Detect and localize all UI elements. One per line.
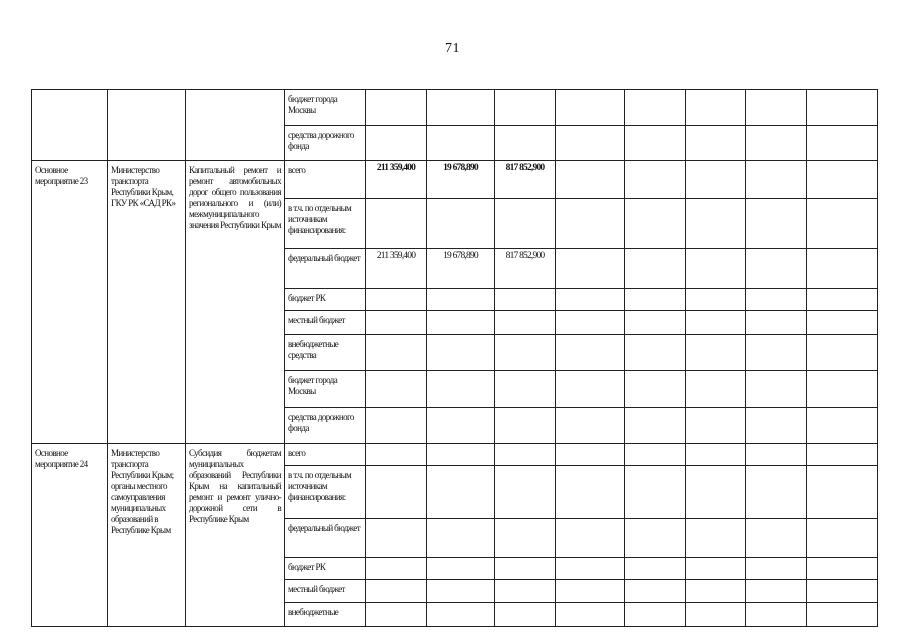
amount-cell bbox=[556, 335, 625, 371]
amount-cell bbox=[427, 466, 495, 519]
executor-cell: Министерство транспорта Республики Крым; органы местного самоуправления муниципальных образований в Республике Крым bbox=[108, 444, 186, 627]
amount-cell bbox=[495, 603, 556, 627]
amount-cell bbox=[556, 249, 625, 289]
amount-cell bbox=[807, 408, 878, 444]
amount-cell: 817 852,900 bbox=[495, 161, 556, 199]
amount-cell bbox=[427, 199, 495, 249]
funding-table bbox=[31, 89, 878, 627]
table-row bbox=[32, 90, 878, 126]
amount-cell bbox=[366, 311, 427, 335]
amount-cell bbox=[807, 289, 878, 311]
amount-cell bbox=[427, 580, 495, 603]
amount-cell bbox=[556, 558, 625, 580]
amount-cell bbox=[366, 90, 427, 126]
amount-cell bbox=[807, 558, 878, 580]
executor-cell bbox=[108, 90, 186, 161]
amount-cell bbox=[807, 90, 878, 126]
source-cell: бюджет города Москвы bbox=[285, 90, 366, 126]
amount-cell bbox=[807, 580, 878, 603]
amount-cell bbox=[366, 519, 427, 558]
amount-cell bbox=[427, 335, 495, 371]
amount-cell bbox=[686, 603, 746, 627]
amount-cell bbox=[625, 199, 686, 249]
amount-cell bbox=[746, 558, 807, 580]
amount-cell bbox=[807, 249, 878, 289]
amount-cell bbox=[556, 90, 625, 126]
source-cell: в т.ч. по отдельным источникам финансирования: bbox=[285, 199, 366, 249]
amount-cell bbox=[686, 90, 746, 126]
amount-cell bbox=[427, 603, 495, 627]
amount-cell bbox=[366, 408, 427, 444]
description-cell: Субсидия бюджетам муниципальных образований Республики Крым на капитальный ремонт и ремонт улично-дорожной сети в Республике Крым bbox=[186, 444, 285, 627]
description-cell: Капитальный ремонт и ремонт автомобильных дорог общего пользования регионального и (или) межмуниципального значения Республики Крым bbox=[186, 161, 285, 444]
amount-cell bbox=[366, 466, 427, 519]
amount-cell bbox=[686, 311, 746, 335]
table-row bbox=[32, 444, 878, 466]
source-cell: внебюджетные bbox=[285, 603, 366, 627]
source-cell: всего bbox=[285, 161, 366, 199]
amount-cell bbox=[495, 519, 556, 558]
amount-cell bbox=[625, 126, 686, 161]
amount-cell bbox=[625, 558, 686, 580]
amount-cell bbox=[556, 289, 625, 311]
amount-cell bbox=[556, 519, 625, 558]
amount-cell bbox=[625, 311, 686, 335]
amount-cell bbox=[746, 408, 807, 444]
source-cell: местный бюджет bbox=[285, 311, 366, 335]
amount-cell bbox=[625, 444, 686, 466]
amount-cell bbox=[625, 90, 686, 126]
amount-cell bbox=[746, 444, 807, 466]
amount-cell bbox=[807, 466, 878, 519]
amount-cell bbox=[807, 371, 878, 408]
amount-cell bbox=[746, 371, 807, 408]
amount-cell: 19 678,890 bbox=[427, 249, 495, 289]
source-cell: бюджет РК bbox=[285, 289, 366, 311]
amount-cell bbox=[746, 466, 807, 519]
amount-cell bbox=[746, 289, 807, 311]
amount-cell bbox=[495, 580, 556, 603]
source-cell: в т.ч. по отдельным источникам финансирования: bbox=[285, 466, 366, 519]
amount-cell bbox=[427, 408, 495, 444]
amount-cell bbox=[625, 603, 686, 627]
amount-cell bbox=[427, 311, 495, 335]
amount-cell bbox=[807, 161, 878, 199]
amount-cell bbox=[686, 466, 746, 519]
amount-cell bbox=[366, 603, 427, 627]
amount-cell bbox=[366, 199, 427, 249]
amount-cell bbox=[495, 466, 556, 519]
amount-cell bbox=[686, 408, 746, 444]
amount-cell bbox=[495, 444, 556, 466]
amount-cell bbox=[366, 335, 427, 371]
amount-cell bbox=[556, 371, 625, 408]
amount-cell bbox=[556, 199, 625, 249]
amount-cell bbox=[427, 126, 495, 161]
amount-cell bbox=[556, 408, 625, 444]
amount-cell bbox=[366, 558, 427, 580]
amount-cell bbox=[746, 335, 807, 371]
table-row bbox=[32, 161, 878, 199]
source-cell: бюджет РК bbox=[285, 558, 366, 580]
amount-cell bbox=[366, 371, 427, 408]
amount-cell bbox=[625, 580, 686, 603]
amount-cell bbox=[746, 90, 807, 126]
amount-cell bbox=[625, 335, 686, 371]
source-cell: федеральный бюджет bbox=[285, 249, 366, 289]
amount-cell bbox=[625, 408, 686, 444]
amount-cell bbox=[556, 466, 625, 519]
amount-cell bbox=[686, 558, 746, 580]
amount-cell bbox=[807, 335, 878, 371]
amount-cell bbox=[495, 335, 556, 371]
executor-cell: Министерство транспорта Республики Крым, ГКУ РК «САД РК» bbox=[108, 161, 186, 444]
amount-cell bbox=[625, 161, 686, 199]
source-cell: федеральный бюджет bbox=[285, 519, 366, 558]
amount-cell: 19 678,890 bbox=[427, 161, 495, 199]
source-cell: всего bbox=[285, 444, 366, 466]
amount-cell bbox=[495, 289, 556, 311]
amount-cell bbox=[746, 603, 807, 627]
amount-cell bbox=[746, 249, 807, 289]
amount-cell bbox=[686, 580, 746, 603]
amount-cell bbox=[556, 126, 625, 161]
measure-name-cell: Основное мероприятие 23 bbox=[32, 161, 108, 444]
amount-cell bbox=[427, 371, 495, 408]
amount-cell bbox=[366, 580, 427, 603]
description-cell bbox=[186, 90, 285, 161]
source-cell: местный бюджет bbox=[285, 580, 366, 603]
amount-cell bbox=[556, 311, 625, 335]
amount-cell bbox=[746, 519, 807, 558]
amount-cell bbox=[746, 126, 807, 161]
amount-cell bbox=[686, 519, 746, 558]
amount-cell bbox=[556, 161, 625, 199]
name-cell bbox=[32, 90, 108, 161]
amount-cell bbox=[686, 249, 746, 289]
amount-cell bbox=[686, 289, 746, 311]
amount-cell bbox=[746, 580, 807, 603]
funding-table-body bbox=[32, 90, 878, 627]
amount-cell bbox=[427, 289, 495, 311]
amount-cell bbox=[807, 444, 878, 466]
amount-cell bbox=[625, 519, 686, 558]
amount-cell bbox=[427, 444, 495, 466]
amount-cell bbox=[686, 199, 746, 249]
amount-cell bbox=[807, 126, 878, 161]
amount-cell bbox=[427, 519, 495, 558]
amount-cell bbox=[495, 199, 556, 249]
amount-cell bbox=[556, 580, 625, 603]
amount-cell bbox=[625, 466, 686, 519]
amount-cell bbox=[746, 311, 807, 335]
amount-cell bbox=[556, 444, 625, 466]
amount-cell: 211 359,400 bbox=[366, 249, 427, 289]
amount-cell: 817 852,900 bbox=[495, 249, 556, 289]
amount-cell bbox=[427, 558, 495, 580]
amount-cell bbox=[495, 558, 556, 580]
amount-cell bbox=[807, 199, 878, 249]
source-cell: бюджет города Москвы bbox=[285, 371, 366, 408]
amount-cell bbox=[746, 199, 807, 249]
page-number: 71 bbox=[445, 41, 460, 56]
amount-cell bbox=[495, 126, 556, 161]
amount-cell bbox=[807, 603, 878, 627]
amount-cell bbox=[807, 519, 878, 558]
amount-cell bbox=[366, 126, 427, 161]
amount-cell bbox=[807, 311, 878, 335]
measure-name-cell: Основное мероприятие 24 bbox=[32, 444, 108, 627]
amount-cell bbox=[625, 371, 686, 408]
amount-cell bbox=[686, 126, 746, 161]
amount-cell bbox=[495, 90, 556, 126]
amount-cell bbox=[556, 603, 625, 627]
amount-cell bbox=[686, 371, 746, 408]
amount-cell: 211 359,400 bbox=[366, 161, 427, 199]
amount-cell bbox=[495, 408, 556, 444]
amount-cell bbox=[427, 90, 495, 126]
source-cell: средства дорожного фонда bbox=[285, 126, 366, 161]
amount-cell bbox=[366, 444, 427, 466]
amount-cell bbox=[625, 289, 686, 311]
amount-cell bbox=[686, 161, 746, 199]
amount-cell bbox=[495, 311, 556, 335]
amount-cell bbox=[625, 249, 686, 289]
amount-cell bbox=[686, 444, 746, 466]
source-cell: внебюджетные средства bbox=[285, 335, 366, 371]
amount-cell bbox=[366, 289, 427, 311]
amount-cell bbox=[746, 161, 807, 199]
amount-cell bbox=[686, 335, 746, 371]
source-cell: средства дорожного фонда bbox=[285, 408, 366, 444]
amount-cell bbox=[495, 371, 556, 408]
